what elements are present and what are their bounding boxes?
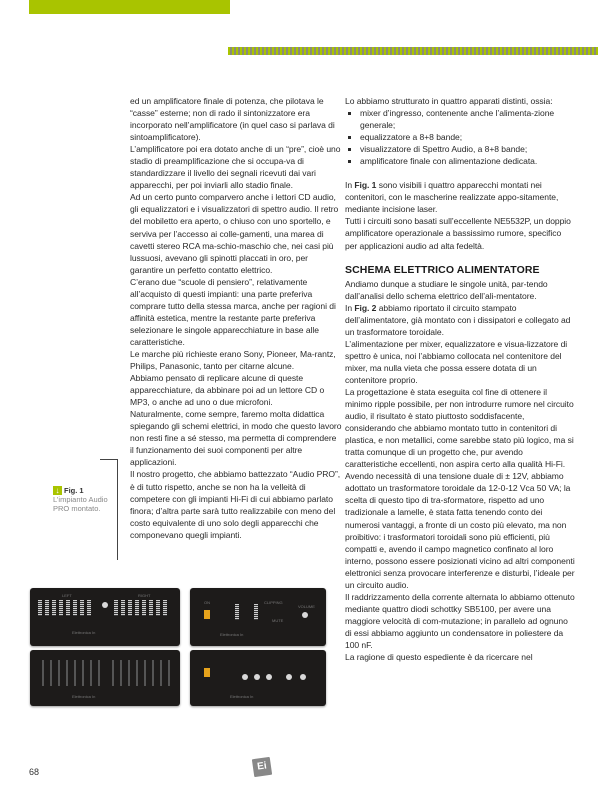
selector-knob-icon [242, 674, 248, 680]
paragraph: Naturalmente, come sempre, faremo molta didattica spiegando gli schemi elettrici, in modo che questo lavoro non resti fine a sé stesso, ma permetta di comprendere il funzionamento dei suoi componenti per altre applicazioni. [130, 409, 342, 468]
power-switch-icon [102, 602, 108, 608]
section-heading: SCHEMA ELETTRICO ALIMENTATORE [345, 263, 540, 276]
paragraph: La ragione di questo espediente è da ricercare nel [345, 652, 533, 663]
paragraph: In Fig. 1 sono visibili i quattro apparecchi montati nei contenitori, con le mascherine realizzate appo-sitamente, mediante incisione laser. [345, 180, 559, 215]
paragraph: Le marche più richieste erano Sony, Pioneer, Ma-rantz, Philips, Panasonic, tanto per citarne alcune. [130, 348, 336, 372]
caption-leader-line [100, 459, 118, 460]
led-bars-right [114, 600, 167, 616]
audio-pro-photo [28, 580, 320, 720]
spectrum-visualizer-unit: LEFT RIGHT Elettronica In [30, 588, 180, 646]
header-accent-block [29, 0, 230, 14]
list-item: visualizzatore di Spettro Audio, a 8+8 bande; [345, 143, 575, 155]
selector-knob-icon [286, 674, 292, 680]
paragraph: La progettazione è stata eseguita col fine di ottenere il minimo ripple possibile, per non introdurre rumore nel circuito audio, il risultato è stato piuttosto soddisfacente, considerando che abbiamo montato tutto in contenitori di plastica, e non metallici, come sarebbe stato più logico, ma si tratta comunque di un progetto che, pur avendo caratteristiche eccellenti, non aspira certo alla qualità Hi-Fi. [345, 386, 574, 470]
paragraph: Andiamo dunque a studiare le singole unità, par-tendo dall’analisi dello schema elettrico dell’ali-mentatore. [345, 278, 548, 301]
paragraph: Ad un certo punto comparvero anche i lettori CD audio, gli equalizzatori e i visualizzatori di spettro audio. Il retro del mobiletto era aperto, o chiuso con uno sportello, e serviva per l’accesso ai colle-gamenti, una marea di cavetti stereo RCA ma-schio-maschio che, nei casi più lussuosi, avevano gli spinotti placcati in oro, per garantire un perfetto contatto elettrico. [130, 192, 339, 275]
paragraph: Il raddrizzamento della corrente alternata lo abbiamo ottenuto mediante quattro diodi schottky SB5100, per avere una maggiore velocità di com-mutazione; in parallelo ad ognuno di essi abbiamo aggiunto un condensatore in poliestere da 100 nF. [345, 591, 575, 650]
power-led-icon [204, 668, 210, 677]
figure-caption [53, 486, 115, 513]
paragraph: Abbiamo pensato di replicare alcune di queste apparecchiature, da abbinare poi ad un lettore CD o MP3, o anche ad uno o due microfoni. [130, 373, 325, 408]
paragraph: ed un amplificatore finale di potenza, che pilotava le “casse” esterne; non di rado il sintonizzatore era incorporato nell’amplificatore (in quel caso si parlava di sintoamplificatore). [130, 96, 335, 143]
paragraph: Avendo necessità di una tensione duale di ± 12V, abbiamo adottato un trasformatore toroidale da 12-0-12 Vca 50 VA; la scelta di questo tipo di tra-sformatore, rispetto ad uno tradizionale a lamelle, è stata fatta tenendo conto dei numerosi vantaggi, a fronte di un costo più elevato, ma non proibitivo: i trasformatori toroidali sono più efficienti, più compatti e, avendo il campo magnetico confinato al loro interno, possono essere posizionati vicino ad altri componenti elettronici senza provocare interferenze e disturbi, l’ideale per un circuito audio. [345, 471, 575, 590]
figure-label: Fig. 1 [64, 486, 84, 495]
list-item: amplificatore finale con alimentazione dedicata. [345, 155, 575, 167]
selector-knob-icon [266, 674, 272, 680]
paragraph: L’amplificatore poi era dotato anche di un “pre”, cioè uno stadio di preamplificazione che si occupa-va di standardizzare il livello dei segnali ricevuti dai vari apparecchi, per poi inviarli allo stadio finale. [130, 144, 341, 191]
caption-leader-line [117, 459, 118, 560]
list-item: equalizzatore a 8+8 bande; [345, 131, 575, 143]
mixer-unit: Elettronica In [190, 650, 326, 706]
paragraph: Lo abbiamo strutturato in quattro apparati distinti, ossia: [345, 96, 553, 106]
paragraph: L’alimentazione per mixer, equalizzatore e visua-lizzatore di spettro è unica, noi l’abbiamo collocata nel contenitore del mixer, ma nulla vieta che possa essere dotata di un contenitore proprio. [345, 338, 568, 385]
figure-reference: Fig. 1 [354, 180, 377, 191]
amplifier-unit: ON CLIPPING MUTE VOLUME Elettronica In [190, 588, 326, 646]
caption-text: L’impianto Audio PRO montato. [53, 495, 108, 513]
volume-knob-icon [302, 612, 308, 618]
paragraph: Tutti i circuiti sono basati sull’eccellente NE5532P, un doppio amplificatore operazionale a bassissimo rumore, specifico per applicazioni audio ad alta fedeltà. [345, 216, 571, 251]
power-led-icon [204, 610, 210, 619]
paragraph: In Fig. 2 abbiamo riportato il circuito stampato dell’alimentatore, già montato con i dissipatori e collegato ad un trasformatore toroidale. [345, 302, 571, 337]
device-list [345, 107, 575, 167]
decorative-stripe-bar [228, 47, 598, 55]
paragraph: C’erano due “scuole di pensiero”, relativamente all’acquisto di questi impianti: una parte preferiva comprare tutto della stessa marca, anche per ragioni di affinità estetica, mentre la restante parte preferiva selezionare le singole apparecchiature in base alle caratteristiche. [130, 276, 336, 347]
paragraph: Il nostro progetto, che abbiamo battezzato “Audio PRO”, è di tutto rispetto, anche se non ha la velleità di competere con gli impianti Hi-Fi di cui abbiamo parlato finora; d’altra parte sarà tutto realizzabile con meno del costo equivalente di uno solo degli apparecchi che componevano quegli impianti. [130, 469, 341, 540]
left-text-column [130, 95, 342, 541]
arrow-down-icon: ↓ [53, 486, 62, 495]
page-number: 68 [29, 767, 40, 777]
publisher-logo-icon: Ei [252, 757, 272, 777]
right-text-column [345, 95, 575, 663]
eq-sliders-left [42, 660, 100, 686]
equalizer-unit: Elettronica In [30, 650, 180, 706]
selector-knob-icon [300, 674, 306, 680]
led-bars-left [38, 600, 91, 616]
figure-reference: Fig. 2 [354, 302, 377, 313]
list-item: mixer d’ingresso, contenente anche l’alimenta-zione generale; [345, 107, 575, 131]
vu-meters [235, 604, 258, 620]
selector-knob-icon [254, 674, 260, 680]
eq-sliders-right [112, 660, 170, 686]
